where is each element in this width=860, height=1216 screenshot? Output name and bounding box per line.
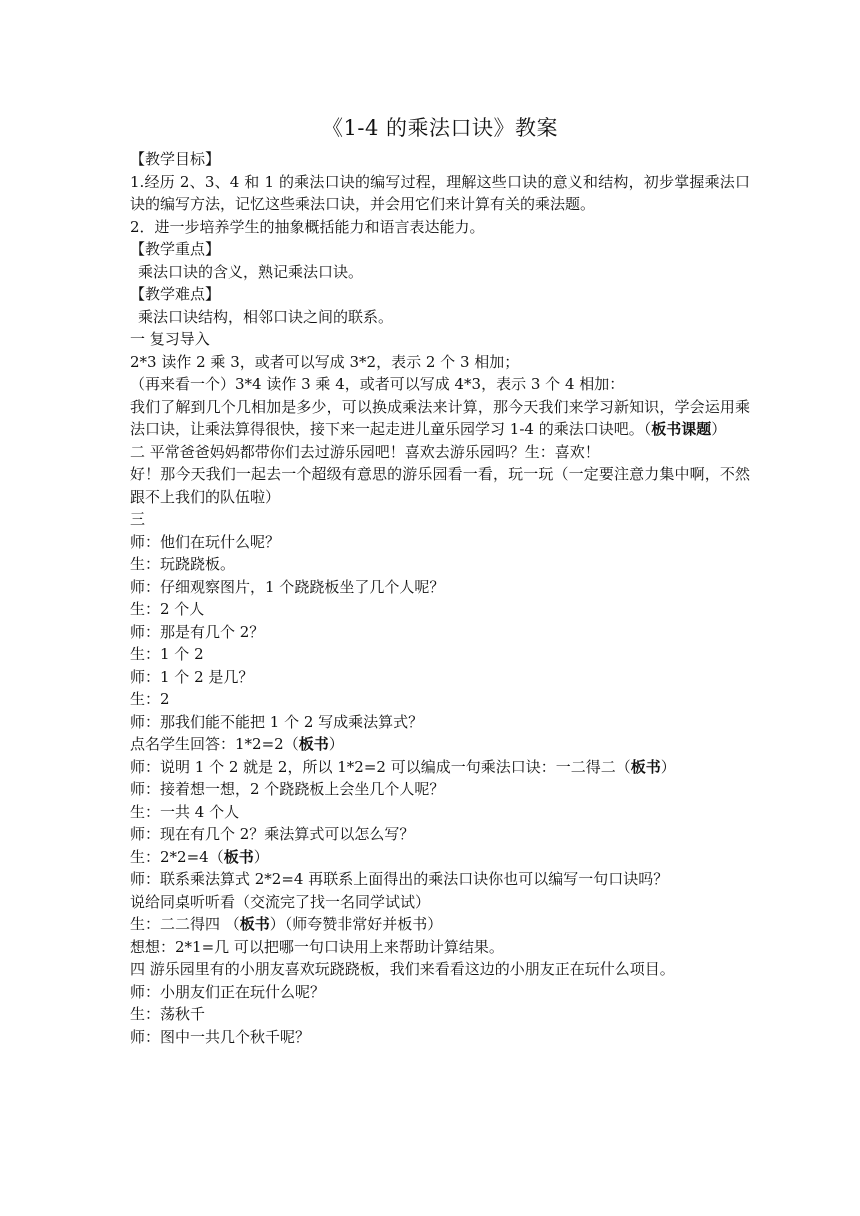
text-line [130, 508, 750, 531]
text-line [130, 531, 750, 554]
text-line [130, 846, 750, 869]
text-line [130, 891, 750, 914]
line-text: 一 复习导入 [130, 330, 210, 348]
text-line [130, 801, 750, 824]
text-line [130, 778, 750, 801]
line-text: 师：现在有几个 2？乘法算式可以怎么写？ [130, 825, 415, 843]
text-line [130, 711, 750, 734]
line-text: 生：2 个人 [130, 600, 205, 618]
line-text: 生：一共 4 个人 [130, 802, 240, 821]
text-line [130, 576, 750, 599]
text-line [130, 621, 750, 644]
text-line [130, 351, 750, 374]
text-line [130, 643, 750, 666]
line-text: 师：1 个 2 是几？ [130, 667, 254, 686]
text-line [130, 216, 750, 239]
line-text: 2*3 读作 2 乘 3，或者可以写成 3*2，表示 2 个 3 相加； [130, 352, 520, 371]
line-text: 我们了解到几个几相加是多少，可以换成乘法来计算，那今天我们来学习新知识，学会运用乘法口诀，让乘法算得很快，接下来一起走进儿童乐园学习 1-4 的乘法口诀吧。（ [130, 397, 750, 438]
text-line [130, 306, 750, 329]
text-line [130, 238, 750, 261]
line-text: 四 游乐园里有的小朋友喜欢玩跷跷板，我们来看看这边的小朋友正在玩什么项目。 [130, 960, 675, 978]
document-page [130, 112, 750, 1048]
text-line [130, 688, 750, 711]
text-line [130, 441, 750, 464]
line-text: 师：那是有几个 2？ [130, 622, 265, 641]
line-text: 【教学难点】 [130, 285, 221, 303]
line-text-tail: ） [328, 735, 344, 753]
line-text: 2．进一步培养学生的抽象概括能力和语言表达能力。 [130, 217, 485, 236]
line-text: 生：2 [130, 690, 170, 708]
line-text: 三 [130, 510, 146, 528]
line-text: 想想：2*1=几 可以把哪一句口诀用上来帮助计算结果。 [130, 937, 504, 956]
text-line [130, 1026, 750, 1049]
text-line [130, 981, 750, 1004]
line-text-tail: ）（师夸赞非常好并板书） [269, 915, 443, 933]
text-line [130, 733, 750, 756]
text-line [130, 666, 750, 689]
text-line [130, 936, 750, 959]
document-body [130, 148, 750, 1048]
bold-annotation: 板书课题 [651, 420, 712, 438]
line-text: （再来看一个）3*4 读作 3 乘 4，或者可以写成 4*3，表示 3 个 4 相加： [130, 375, 625, 393]
line-text: 乘法口诀的含义，熟记乘法口诀。 [138, 262, 364, 281]
line-text: 师：他们在玩什么呢？ [130, 532, 281, 551]
bold-annotation: 板书 [630, 757, 661, 776]
line-text: 说给同桌听听看（交流完了找一名同学试试） [130, 892, 431, 911]
text-line [130, 868, 750, 891]
page-title: 《1-4 的乘法口诀》教案 [322, 116, 558, 140]
text-line [130, 913, 750, 936]
line-text: 生：荡秋千 [130, 1005, 206, 1023]
line-text: 好！那今天我们一起去一个超级有意思的游乐园看一看，玩一玩（一定要注意力集中啊，不然跟不上我们的队伍啦） [130, 465, 750, 506]
line-text-tail: ） [711, 420, 727, 438]
line-text: 师：小朋友们正在玩什么呢？ [130, 982, 326, 1001]
bold-annotation: 板书 [239, 915, 270, 933]
line-text: 生：1 个 2 [130, 645, 204, 663]
line-text: 生：2*2=4（ [130, 847, 224, 866]
text-line [130, 463, 750, 508]
text-line [130, 148, 750, 171]
line-text: 1.经历 2、3、4 和 1 的乘法口诀的编写过程，理解这些口诀的意义和结构，初步掌握乘法口诀的编写方法，记忆这些乘法口诀，并会用它们来计算有关的乘法题。 [130, 172, 750, 213]
text-line [130, 328, 750, 351]
bold-annotation: 板书 [298, 735, 329, 753]
text-line [130, 396, 750, 441]
line-text: 【教学目标】 [130, 150, 221, 168]
text-line [130, 261, 750, 284]
bold-annotation: 板书 [223, 847, 254, 866]
text-line [130, 756, 750, 779]
line-text: 师：那我们能不能把 1 个 2 写成乘法算式？ [130, 712, 424, 731]
line-text-tail: ） [660, 757, 676, 776]
text-line [130, 958, 750, 981]
line-text: 师：说明 1 个 2 就是 2，所以 1*2=2 可以编成一句乘法口诀：一二得二（ [130, 757, 631, 776]
line-text: 点名学生回答：1*2=2（ [130, 735, 299, 753]
line-text: 生：玩跷跷板。 [130, 555, 236, 573]
text-line [130, 171, 750, 216]
text-line [130, 373, 750, 396]
line-text: 【教学重点】 [130, 240, 221, 258]
line-text-tail: ） [253, 847, 269, 866]
line-text: 师：图中一共几个秋千呢？ [130, 1027, 311, 1046]
line-text: 师：联系乘法算式 2*2=4 再联系上面得出的乘法口诀你也可以编写一句口诀吗？ [130, 870, 669, 888]
text-line [130, 823, 750, 846]
line-text: 师：仔细观察图片，1 个跷跷板坐了几个人呢？ [130, 577, 445, 596]
text-line [130, 553, 750, 576]
text-line [130, 283, 750, 306]
text-line [130, 1003, 750, 1026]
line-text: 师：接着想一想，2 个跷跷板上会坐几个人呢？ [130, 780, 445, 798]
line-text: 生：二二得四 （ [130, 915, 240, 933]
line-text: 二 平常爸爸妈妈都带你们去过游乐园吧！喜欢去游乐园吗？生：喜欢！ [130, 442, 600, 461]
line-text: 乘法口诀结构，相邻口诀之间的联系。 [138, 307, 394, 326]
text-line [130, 598, 750, 621]
